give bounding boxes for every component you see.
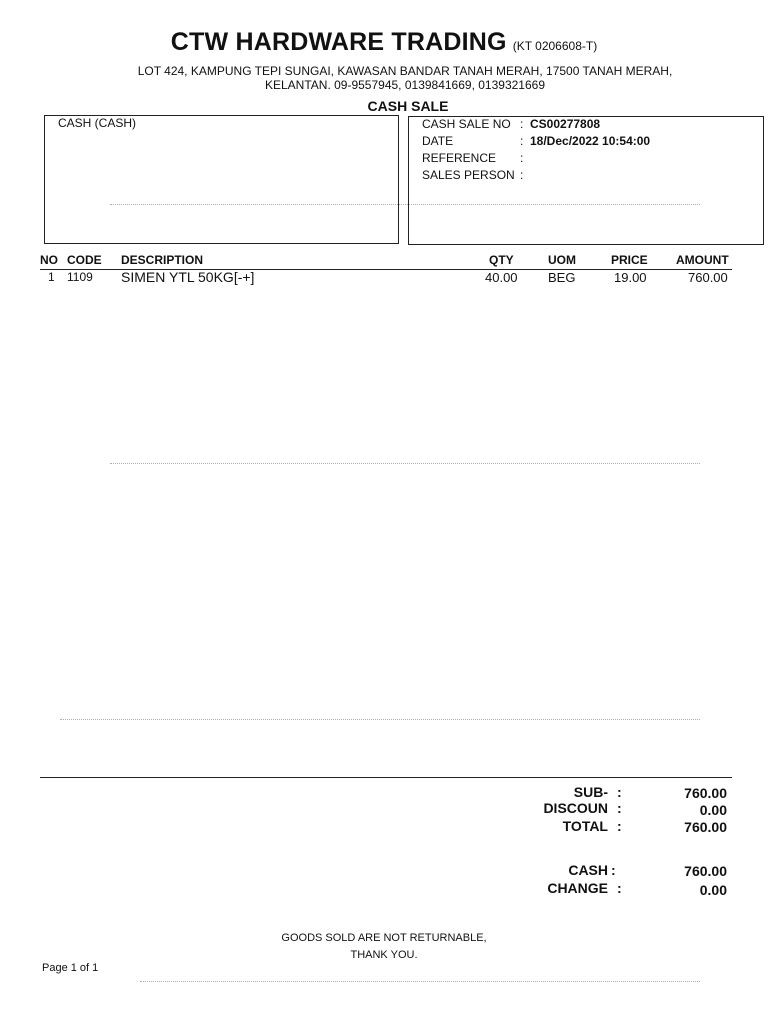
subtotal-value: 760.00 [684,785,727,801]
cash-label: CASH [568,862,608,878]
change-label: CHANGE [547,880,608,896]
company-registration: (KT 0206608-T) [512,39,598,53]
header-price: PRICE [611,253,648,267]
header-code: CODE [67,253,102,267]
row-code: 1109 [67,270,93,284]
subtotal-label: SUB- [573,784,608,800]
row-price: 19.00 [614,270,647,285]
scan-noise [140,981,700,983]
customer-name: CASH (CASH) [58,116,137,130]
scan-noise [60,719,700,721]
row-no: 1 [48,270,55,284]
footer-line-2: THANK YOU. [350,949,418,961]
header-description: DESCRIPTION [121,253,204,267]
sales-person-row: SALES PERSON : [422,168,524,182]
company-name: CTW HARDWARE TRADING [170,28,507,56]
discount-colon: : [617,800,622,816]
customer-box [44,115,399,244]
change-value: 0.00 [699,882,727,898]
cash-sale-no-label: CASH SALE NO [422,117,511,131]
total-value: 760.00 [684,819,727,835]
cash-value: 760.00 [684,863,727,879]
company-header [0,28,768,57]
row-description: SIMEN YTL 50KG[-+] [121,269,255,285]
date-label: DATE [422,134,454,148]
row-amount: 760.00 [688,270,728,285]
date-row: DATE : 18/Dec/2022 10:54:00 [422,134,651,148]
change-colon: : [617,880,622,896]
header-uom: UOM [548,253,576,267]
sales-person-label: SALES PERSON [422,168,515,182]
scan-noise [110,463,700,465]
discount-label: DISCOUN [543,800,608,816]
discount-value: 0.00 [699,802,727,818]
total-label: TOTAL [562,818,608,834]
reference-label: REFERENCE [422,151,497,165]
sale-info-box [408,116,764,245]
page-indicator: Page 1 of 1 [42,962,99,974]
header-no: NO [40,253,58,267]
subtotal-colon: : [617,784,622,800]
scan-noise [110,204,700,206]
total-colon: : [617,818,622,834]
header-amount: AMOUNT [676,253,729,267]
reference-row: REFERENCE : [422,151,524,165]
document-title: CASH SALE [367,98,449,114]
row-uom: BEG [548,270,576,285]
cash-sale-no-value: CS00277808 [530,117,601,131]
footer-line-1: GOODS SOLD ARE NOT RETURNABLE, [281,932,487,944]
cash-colon: : [611,862,616,878]
date-value: 18/Dec/2022 10:54:00 [530,134,651,148]
address-line-2: KELANTAN. 09-9557945, 0139841669, 0139321669 [264,78,545,92]
cash-sale-no-row: CASH SALE NO : CS00277808 [422,117,601,131]
row-qty: 40.00 [485,270,518,285]
address-line-1: LOT 424, KAMPUNG TEPI SUNGAI, KAWASAN BANDAR TANAH MERAH, 17500 TANAH MERAH, [137,64,673,78]
company-address [60,64,750,92]
totals-rule [40,777,732,778]
header-qty: QTY [489,253,514,267]
